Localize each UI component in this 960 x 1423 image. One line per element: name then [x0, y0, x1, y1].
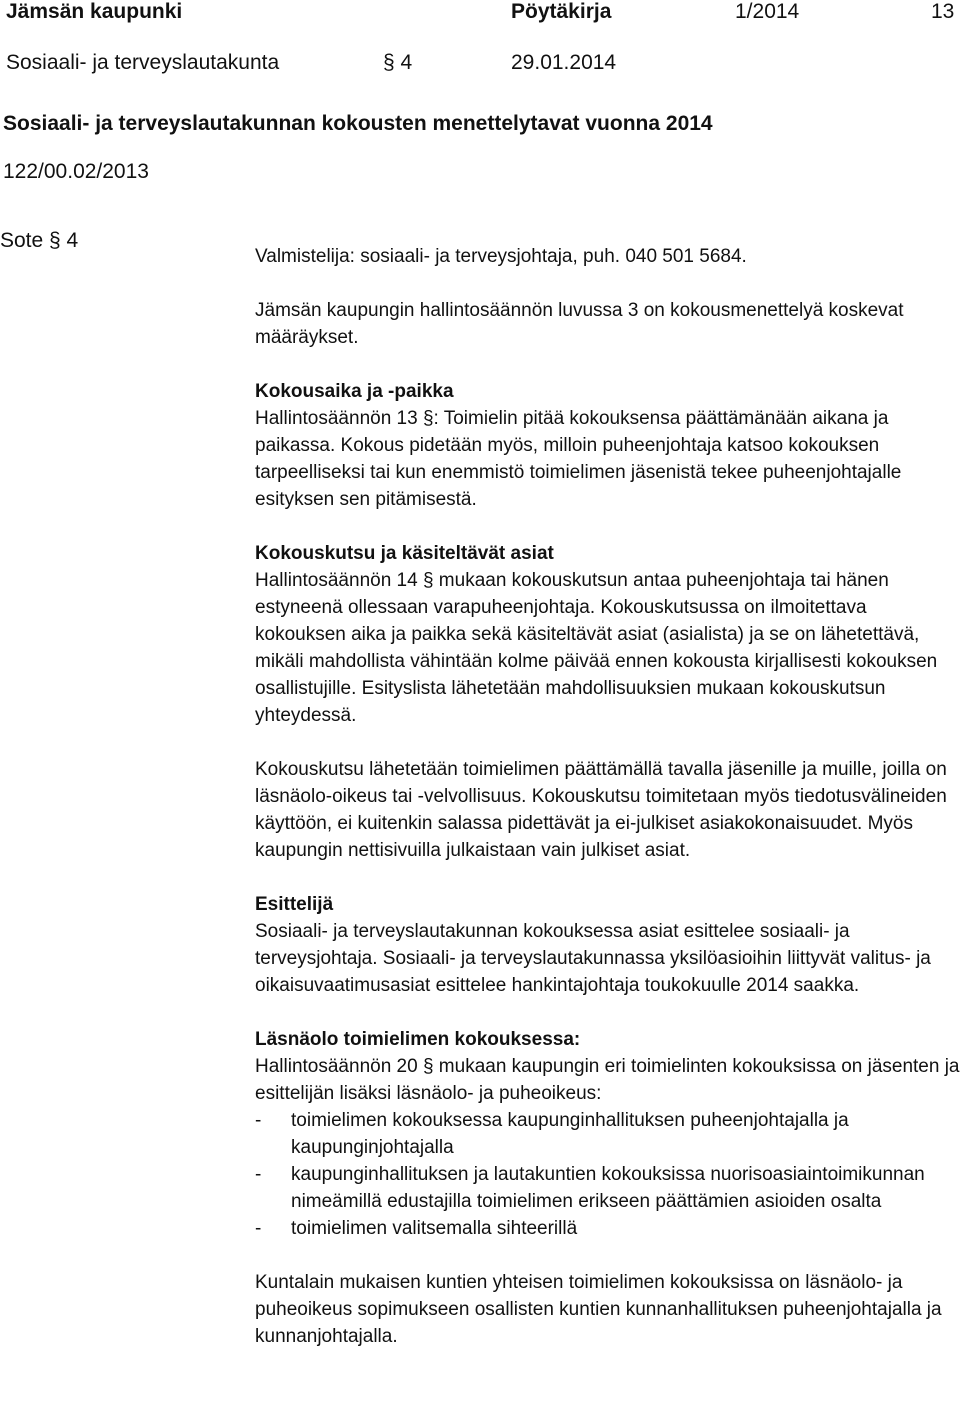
- list-item-text: kaupunginhallituksen ja lautakuntien kokouksissa nuorisoasiaintoimikunnan nimeämillä edustajilla toimielimen erikseen päättämien asioiden osalta: [291, 1164, 925, 1212]
- joint-body-paragraph: Kuntalain mukaisen kuntien yhteisen toimielimen kokouksissa on läsnäolo- ja puheoikeus sopimukseen osallisten kuntien kunnanhallituksen puheenjohtajalla ja kunnanjohtajalla.: [255, 1272, 942, 1347]
- meeting-invitation-paragraph: Hallintosäännön 14 § mukaan kokouskutsun antaa puheenjohtaja tai hänen estyneenä ollessaan varapuheenjohtaja. Kokouskutsussa on ilmoitettava kokouksen aika ja paikka sekä käsiteltävät asiat (asialista) ja se on lähetettävä, mikäli mahdollista vähintään kolme päivää ennen kokousta kirjallisesti kokouksen osallistujille. Esityslista lähetetään mahdollisuuksien mukaan kokouskutsun yhteydessä.: [255, 570, 938, 726]
- attendance-heading: Läsnäolo toimielimen kokouksessa:: [255, 1029, 581, 1050]
- section-ref: § 4: [383, 51, 413, 74]
- doc-type: Pöytäkirja: [511, 0, 612, 23]
- diary-number: 122/00.02/2013: [3, 160, 149, 183]
- list-item: [255, 1161, 960, 1215]
- meeting-time-paragraph: Hallintosäännön 13 §: Toimielin pitää kokouksensa päättämänään aikana ja paikassa. Kokous pidetään myös, milloin puheenjohtaja katsoo kokouksen tarpeelliseksi tai kun enemmistö toimielimen jäsenistä tekee puheenjohtajalle esityksen sen pitämisestä.: [255, 408, 902, 510]
- section-label: Sote § 4: [0, 229, 79, 252]
- presenter-heading: Esittelijä: [255, 894, 334, 915]
- list-item: [255, 1107, 960, 1161]
- attendance-paragraph: Hallintosäännön 20 § mukaan kaupungin eri toimielinten kokouksissa on jäsenten ja esittelijän lisäksi läsnäolo- ja puheoikeus:: [255, 1056, 960, 1104]
- document-body: [255, 243, 960, 1350]
- list-item-text: toimielimen kokouksessa kaupunginhallituksen puheenjohtajalla ja kaupunginjohtajalla: [291, 1110, 849, 1158]
- list-item-text: toimielimen valitsemalla sihteerillä: [291, 1218, 578, 1239]
- meeting-date: 29.01.2014: [511, 51, 617, 74]
- intro-paragraph: Jämsän kaupungin hallintosäännön luvussa 3 on kokousmenettelyä koskevat määräykset.: [255, 300, 904, 348]
- meeting-time-heading: Kokousaika ja -paikka: [255, 381, 454, 402]
- list-dash: -: [255, 1218, 262, 1239]
- meeting-invitation-heading: Kokouskutsu ja käsiteltävät asiat: [255, 543, 554, 564]
- attendance-list: [255, 1107, 960, 1242]
- preparer-line: Valmistelija: sosiaali- ja terveysjohtaja, puh. 040 501 5684.: [255, 246, 747, 267]
- list-item: [255, 1215, 960, 1242]
- presenter-paragraph: Sosiaali- ja terveyslautakunnan kokouksessa asiat esittelee sosiaali- ja terveysjohtaja. Sosiaali- ja terveyslautakunnassa yksilöasioihin liittyvät valitus- ja oikaisuvaatimusasiat esittelee hankintajohtaja toukokuulle 2014 saakka.: [255, 921, 931, 996]
- page-number: 13: [931, 0, 955, 23]
- list-dash: -: [255, 1110, 262, 1131]
- document-title: Sosiaali- ja terveyslautakunnan kokousten menettelytavat vuonna 2014: [3, 112, 713, 135]
- org-name: Jämsän kaupunki: [6, 0, 183, 23]
- list-dash: -: [255, 1164, 262, 1185]
- invitation-delivery-paragraph: Kokouskutsu lähetetään toimielimen päättämällä tavalla jäsenille ja muille, joilla on läsnäolo-oikeus tai -velvollisuus. Kokouskutsu toimitetaan myös tiedotusvälineiden käyttöön, ei kuitenkin salassa pidettävät ja ei-julkiset asiakokonaisuudet. Myös kaupungin nettisivuilla julkaistaan vain julkiset asiat.: [255, 759, 947, 861]
- doc-number: 1/2014: [735, 0, 800, 23]
- board-name: Sosiaali- ja terveyslautakunta: [6, 51, 280, 74]
